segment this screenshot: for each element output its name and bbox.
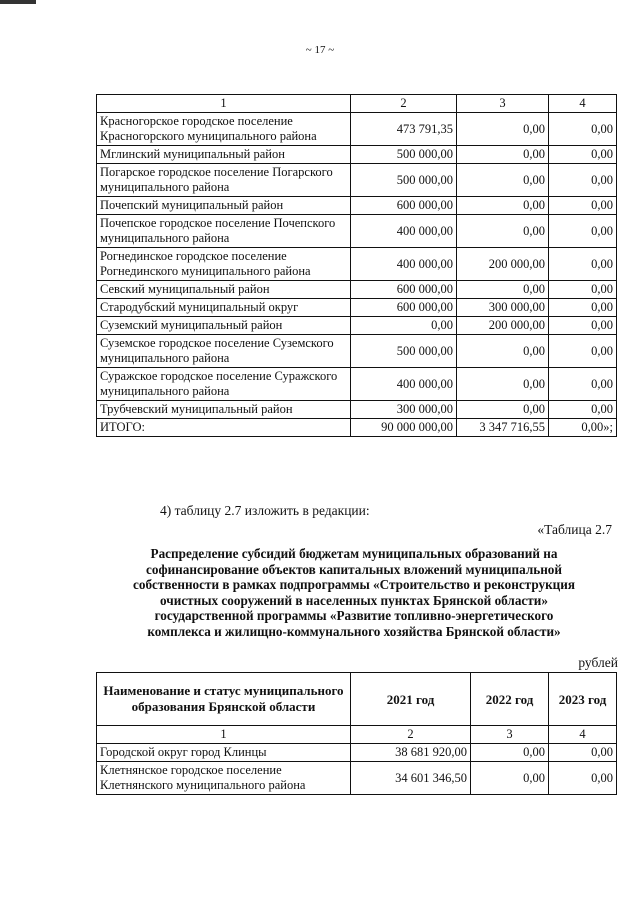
total-label: ИТОГО:: [97, 419, 351, 437]
col-number-3: 3: [471, 726, 549, 744]
table-row: [97, 317, 617, 335]
municipality-name: Рогнединское городское поселение Рогнединского муниципального района: [97, 248, 351, 281]
currency-unit: рублей: [578, 655, 618, 670]
value-2022: 0,00: [457, 164, 549, 197]
heading-line: софинансирование объектов капитальных вложений муниципальной: [146, 561, 562, 577]
table-row: [97, 164, 617, 197]
value-2023: 0,00: [549, 299, 617, 317]
value-2023: 0,00: [549, 401, 617, 419]
value-2023: 0,00: [549, 368, 617, 401]
table-row: [97, 299, 617, 317]
value-2022: 0,00: [457, 335, 549, 368]
table-row: [97, 335, 617, 368]
col-header-2021: 2021 год: [351, 673, 471, 726]
value-2021: 600 000,00: [351, 299, 457, 317]
value-2021: 473 791,35: [351, 113, 457, 146]
value-2022: 0,00: [457, 113, 549, 146]
heading-line: собственности в рамках подпрограммы «Строительство и реконструкция: [133, 577, 575, 593]
table-row: [97, 744, 617, 762]
municipality-name: Почепское городское поселение Почепского муниципального района: [97, 215, 351, 248]
table-row: [97, 113, 617, 146]
table-row: [97, 248, 617, 281]
table-row: [97, 368, 617, 401]
table-header-row: [97, 673, 617, 726]
value-2023: 0,00: [549, 113, 617, 146]
col-number-4: 4: [549, 726, 617, 744]
total-row: [97, 419, 617, 437]
municipality-name: Красногорское городское поселение Красногорского муниципального района: [97, 113, 351, 146]
value-2022: 200 000,00: [457, 248, 549, 281]
table-heading: [100, 546, 608, 640]
table-row: [97, 281, 617, 299]
value-2021: 500 000,00: [351, 335, 457, 368]
col-number-3: 3: [457, 95, 549, 113]
table-reference: «Таблица 2.7: [537, 522, 612, 537]
total-2022: 3 347 716,55: [457, 419, 549, 437]
value-2021: 300 000,00: [351, 401, 457, 419]
total-2021: 90 000 000,00: [351, 419, 457, 437]
total-2023: 0,00»;: [549, 419, 617, 437]
scan-mark: [0, 0, 36, 4]
value-2023: 0,00: [549, 248, 617, 281]
municipality-name: Севский муниципальный район: [97, 281, 351, 299]
value-2021: 34 601 346,50: [351, 762, 471, 795]
heading-line: Распределение субсидий бюджетам муниципальных образований на: [150, 546, 558, 561]
allocation-table-2-7: [96, 672, 617, 795]
value-2021: 500 000,00: [351, 146, 457, 164]
table-row: [97, 197, 617, 215]
value-2021: 600 000,00: [351, 197, 457, 215]
allocation-table-continued: [96, 94, 617, 437]
value-2023: 0,00: [549, 164, 617, 197]
value-2023: 0,00: [549, 762, 617, 795]
municipality-name: Погарское городское поселение Погарского муниципального района: [97, 164, 351, 197]
heading-line: комплекса и жилищно-коммунального хозяйства Брянской области»: [147, 623, 561, 639]
value-2022: 0,00: [457, 281, 549, 299]
value-2022: 0,00: [471, 744, 549, 762]
municipality-name: Суземское городское поселение Суземского муниципального района: [97, 335, 351, 368]
table-row: [97, 762, 617, 795]
table-row: [97, 146, 617, 164]
value-2022: 0,00: [457, 197, 549, 215]
value-2021: 400 000,00: [351, 368, 457, 401]
value-2023: 0,00: [549, 215, 617, 248]
value-2022: 0,00: [457, 146, 549, 164]
heading-line: государственной программы «Развитие топливно-энергетического: [154, 608, 554, 624]
col-header-name: Наименование и статус муниципального образования Брянской области: [97, 673, 351, 726]
col-number-2: 2: [351, 726, 471, 744]
col-header-2022: 2022 год: [471, 673, 549, 726]
value-2021: 38 681 920,00: [351, 744, 471, 762]
value-2021: 400 000,00: [351, 215, 457, 248]
value-2023: 0,00: [549, 281, 617, 299]
value-2021: 0,00: [351, 317, 457, 335]
value-2023: 0,00: [549, 317, 617, 335]
value-2023: 0,00: [549, 335, 617, 368]
col-header-2023: 2023 год: [549, 673, 617, 726]
heading-line: очистных сооружений в населенных пунктах Брянской области»: [160, 592, 548, 608]
table-header-row: [97, 95, 617, 113]
value-2021: 500 000,00: [351, 164, 457, 197]
municipality-name: Клетнянское городское поселение Клетнянского муниципального района: [97, 762, 351, 795]
col-number-4: 4: [549, 95, 617, 113]
col-number-1: 1: [97, 95, 351, 113]
col-number-2: 2: [351, 95, 457, 113]
value-2021: 400 000,00: [351, 248, 457, 281]
municipality-name: Почепский муниципальный район: [97, 197, 351, 215]
municipality-name: Мглинский муниципальный район: [97, 146, 351, 164]
col-number-1: 1: [97, 726, 351, 744]
page-number: ~ 17 ~: [305, 44, 335, 56]
table-row: [97, 215, 617, 248]
municipality-name: Стародубский муниципальный округ: [97, 299, 351, 317]
value-2023: 0,00: [549, 146, 617, 164]
value-2022: 0,00: [457, 368, 549, 401]
municipality-name: Трубчевский муниципальный район: [97, 401, 351, 419]
municipality-name: Суражское городское поселение Суражского муниципального района: [97, 368, 351, 401]
value-2022: 200 000,00: [457, 317, 549, 335]
municipality-name: Суземский муниципальный район: [97, 317, 351, 335]
value-2021: 600 000,00: [351, 281, 457, 299]
value-2022: 0,00: [457, 401, 549, 419]
table-row: [97, 401, 617, 419]
value-2022: 0,00: [457, 215, 549, 248]
value-2022: 0,00: [471, 762, 549, 795]
value-2023: 0,00: [549, 744, 617, 762]
value-2022: 300 000,00: [457, 299, 549, 317]
value-2023: 0,00: [549, 197, 617, 215]
municipality-name: Городской округ город Клинцы: [97, 744, 351, 762]
amendment-instruction: 4) таблицу 2.7 изложить в редакции:: [160, 503, 370, 518]
table-number-row: [97, 726, 617, 744]
